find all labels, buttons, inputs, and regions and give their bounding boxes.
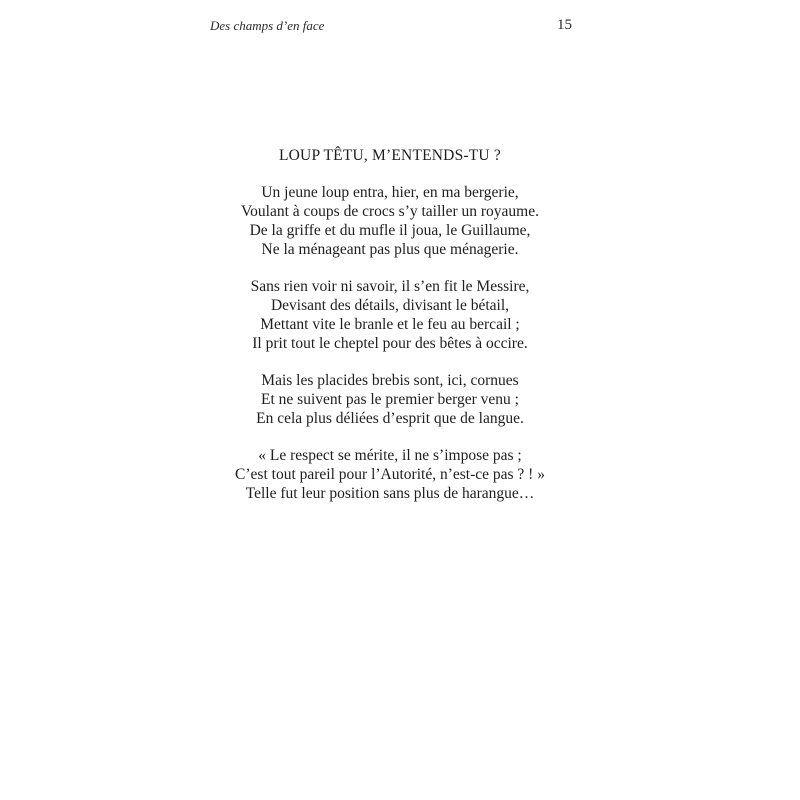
verse-line: « Le respect se mérite, il ne s’impose pas ; xyxy=(258,447,522,464)
verse-line: Mettant vite le branle et le feu au bercail ; xyxy=(260,316,520,333)
verse-line: Devisant des détails, divisant le bétail, xyxy=(270,297,510,314)
stanza-2 xyxy=(0,277,780,353)
verse-line: Il prit tout le cheptel pour des bêtes à occire. xyxy=(252,335,528,352)
verse-line: De la griffe et du mufle il joua, le Guillaume, xyxy=(249,222,531,239)
running-header xyxy=(210,18,572,38)
verse-line: En cela plus déliées d’esprit que de langue. xyxy=(256,410,524,427)
stanza-1 xyxy=(0,183,780,259)
verse-line: C’est tout pareil pour l’Autorité, n’est-ce pas ? ! » xyxy=(235,466,545,483)
page-number: 15 xyxy=(557,17,572,33)
verse-line: Mais les placides brebis sont, ici, cornues xyxy=(261,372,519,389)
poem-title: LOUP TÊTU, M’ENTENDS-TU ? xyxy=(279,147,501,164)
running-title: Des champs d’en face xyxy=(210,18,325,33)
stanza-4 xyxy=(0,446,780,503)
verse-line: Telle fut leur position sans plus de harangue… xyxy=(245,485,535,502)
verse-line: Voulant à coups de crocs s’y tailler un royaume. xyxy=(240,203,539,220)
verse-line: Sans rien voir ni savoir, il s’en fit le Messire, xyxy=(250,278,530,295)
verse-line: Et ne suivent pas le premier berger venu ; xyxy=(261,391,519,408)
verse-line: Un jeune loup entra, hier, en ma bergerie, xyxy=(261,184,519,201)
stanza-3 xyxy=(0,371,780,428)
poem xyxy=(0,146,780,521)
verse-line: Ne la ménageant pas plus que ménagerie. xyxy=(261,241,519,258)
